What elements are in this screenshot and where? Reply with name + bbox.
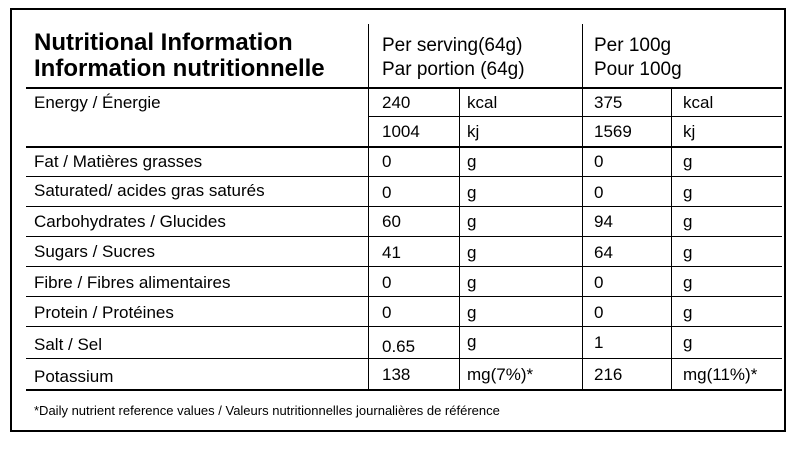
serving-value: 0 — [382, 152, 392, 171]
nutrient-label: Fat / Matières grasses — [34, 152, 203, 171]
serving-unit: kcal — [467, 93, 498, 112]
per100-unit: mg(11%)* — [683, 365, 758, 384]
serving-unit: kj — [467, 122, 480, 141]
nutrient-label: Fibre / Fibres alimentaires — [34, 273, 231, 292]
column-divider-per100 — [582, 24, 583, 390]
column-divider-serving-unit — [459, 88, 460, 390]
energy-sub-divider — [368, 116, 782, 117]
row-divider — [26, 176, 782, 177]
header-divider — [26, 87, 782, 89]
per100-value: 216 — [594, 365, 623, 384]
row-divider — [26, 326, 782, 327]
per100-unit: kcal — [683, 93, 714, 112]
per100-unit: g — [683, 273, 693, 292]
serving-value: 240 — [382, 93, 411, 112]
header-par-portion: Par portion (64g) — [382, 59, 525, 80]
serving-value: 0.65 — [382, 337, 416, 356]
title-french: Information nutritionnelle — [34, 55, 325, 82]
nutrient-label: Sugars / Sucres — [34, 242, 155, 261]
per100-value: 64 — [594, 243, 613, 262]
serving-unit: g — [467, 243, 477, 262]
serving-value: 0 — [382, 303, 392, 322]
footnote: *Daily nutrient reference values / Valeurs nutritionnelles journalières de référence — [34, 403, 500, 418]
serving-value: 1004 — [382, 122, 420, 141]
column-divider-serving — [368, 24, 369, 390]
serving-unit: g — [467, 212, 477, 231]
table-bottom-divider — [26, 389, 782, 391]
per100-value: 1 — [594, 333, 604, 352]
per100-unit: g — [683, 183, 693, 202]
serving-unit: g — [467, 332, 477, 351]
nutrient-label: Saturated/ acides gras saturés — [34, 181, 265, 200]
header-pour-100g: Pour 100g — [594, 59, 682, 80]
per100-unit: g — [683, 243, 693, 262]
row-divider — [26, 296, 782, 297]
row-divider — [26, 358, 782, 359]
per100-value: 0 — [594, 183, 604, 202]
per100-value: 0 — [594, 303, 604, 322]
serving-value: 138 — [382, 365, 411, 384]
serving-unit: g — [467, 183, 477, 202]
nutrient-label: Carbohydrates / Glucides — [34, 212, 226, 231]
per100-value: 375 — [594, 93, 623, 112]
row-divider — [26, 236, 782, 237]
per100-unit: g — [683, 333, 693, 352]
nutrient-label: Salt / Sel — [34, 335, 103, 354]
title-english: Nutritional Information — [34, 29, 293, 56]
column-divider-per100-unit — [671, 88, 672, 390]
serving-unit: mg(7%)* — [467, 365, 534, 384]
row-divider — [26, 266, 782, 267]
energy-divider — [26, 146, 782, 148]
serving-value: 60 — [382, 212, 401, 231]
per100-unit: g — [683, 303, 693, 322]
per100-value: 0 — [594, 273, 604, 292]
nutrient-label: Energy / Énergie — [34, 93, 161, 112]
per100-value: 0 — [594, 152, 604, 171]
per100-value: 94 — [594, 212, 613, 231]
serving-unit: g — [467, 303, 477, 322]
header-per-100g: Per 100g — [594, 35, 672, 56]
serving-value: 0 — [382, 183, 392, 202]
serving-value: 0 — [382, 273, 392, 292]
per100-value: 1569 — [594, 122, 632, 141]
nutrient-label: Potassium — [34, 367, 114, 386]
per100-unit: g — [683, 152, 693, 171]
row-divider — [26, 206, 782, 207]
header-per-serving: Per serving(64g) — [382, 35, 523, 56]
serving-unit: g — [467, 152, 477, 171]
per100-unit: kj — [683, 122, 696, 141]
per100-unit: g — [683, 212, 693, 231]
nutrient-label: Protein / Protéines — [34, 303, 174, 322]
serving-value: 41 — [382, 243, 401, 262]
serving-unit: g — [467, 273, 477, 292]
